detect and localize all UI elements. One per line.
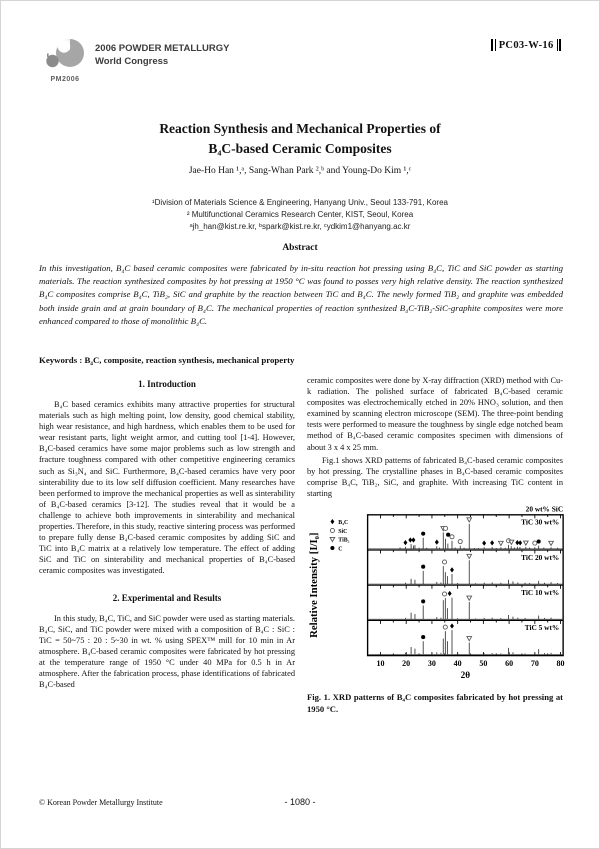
affiliation-2: ² Multifunctional Ceramics Research Center, KIST, Seoul, Korea xyxy=(186,210,414,219)
xrd-method-paragraph: ceramic composites were done by X-ray diffraction (XRD) method with Cu-k radiation. The polished surface of fabricated B₄C-based ceramic composites was electrochemically etched in 20% HNO₃ solution, and then examined by scanning electron microscope (SEM). The three-point bending tests were performed to measure the toughness by single edge notched beam method of B₄C-based ceramic composites specimen with dimensions of about 3 x 4 x 25 mm. xyxy=(307,376,563,452)
svg-text:TiC 30 wt%: TiC 30 wt% xyxy=(521,517,560,527)
paper-title xyxy=(1,119,599,158)
pm2006-logo-icon xyxy=(43,37,87,73)
figure-intro-paragraph: Fig.1 shows XRD patterns of fabricated B₄C-based ceramic composites by hot pressing. The crystalline phases in B₄C-based ceramic composites comprise B₄C, TiB₂, SiC, and graphite. With increasing TiC content in starting xyxy=(307,455,563,498)
svg-text:TiC 5 wt%: TiC 5 wt% xyxy=(524,623,560,633)
authors-line: Jae-Ho Han ¹,ᵃ, Sang-Whan Park ²,ᵇ and Young-Do Kim ¹,ᶜ xyxy=(188,166,412,176)
svg-text:20: 20 xyxy=(402,658,411,668)
abstract-text: In this investigation, B₄C based ceramic composites were fabricated by in-situ reaction hot pressing using B₄C, TiC and SiC powder as starting materials. The reaction synthesized composites by hot pressing at 1950 °C was found to posses very high relative density. The reaction synthesized B₄C composites comprise B₄C, TiB₂, SiC and graphite by the reaction between TiC and B₄C. The newly formed TiB₂ and graphite was embedded both inside grain and at grain boundary of B₄C. The mechanical properties of reaction synthesized B₄C-TiB₂-SiC-graphite composites were more enhanced compared to those of monolithic B₄C. xyxy=(39,263,563,326)
conference-line1: 2006 POWDER METALLURGY xyxy=(95,43,230,54)
xrd-chart-svg xyxy=(307,503,569,685)
paper-id-badge xyxy=(491,39,561,51)
affiliations xyxy=(1,197,599,233)
affiliation-1: ¹Division of Materials Science & Engineering, Hanyang Univ., Seoul 133-791, Korea xyxy=(151,198,448,207)
svg-text:TiC 10 wt%: TiC 10 wt% xyxy=(521,588,560,598)
svg-text:2θ: 2θ xyxy=(460,671,471,682)
svg-text:70: 70 xyxy=(530,658,539,668)
svg-text:TiB₂: TiB₂ xyxy=(338,537,350,544)
page-number: - 1080 - xyxy=(284,797,316,807)
svg-text:80: 80 xyxy=(556,658,565,668)
svg-text:TiC 20 wt%: TiC 20 wt% xyxy=(521,552,560,562)
right-column xyxy=(307,375,563,715)
page-footer xyxy=(39,798,561,810)
svg-text:B₄C: B₄C xyxy=(338,520,349,527)
conference-name xyxy=(95,43,229,69)
svg-text:SiC: SiC xyxy=(338,528,348,535)
author-emails: ᵃjh_han@kist.re.kr, ᵇspark@kist.re.kr, ᶜydkim1@hanyang.ac.kr xyxy=(189,222,411,231)
section-2-heading: 2. Experimental and Results xyxy=(112,592,222,603)
title-line2: B₄C-based Ceramic Composites xyxy=(208,140,392,156)
id-right-bar xyxy=(559,39,561,51)
page-header xyxy=(39,37,561,89)
experimental-paragraph: In this study, B₄C, TiC, and SiC powder were used as starting materials. B₄C, SiC, and TiC powder were mixed with a composition of B₄C : SiC : TiC = 50~75 : 20 : 5~30 in wt. % using SPEX™ mill for 10 min in Ar atmosphere. B₄C-based ceramic composites were fabricated by hot pressing at the temperature range of 1950 °C under 40 MPa for 0.5 h in Ar atmosphere. After the fabrication process, phase identifications of fabricated B₄C-based xyxy=(39,613,295,690)
svg-text:50: 50 xyxy=(479,658,488,668)
svg-text:30: 30 xyxy=(427,658,436,668)
svg-text:40: 40 xyxy=(453,658,462,668)
pm2006-logo xyxy=(41,37,89,87)
svg-text:10: 10 xyxy=(376,658,385,668)
abstract-heading: Abstract xyxy=(282,243,318,253)
section-1-heading: 1. Introduction xyxy=(138,379,196,389)
figure-caption: Fig. 1. XRD patterns of B₄C composites fabricated by hot pressing at 1950 °C. xyxy=(307,692,563,714)
intro-paragraph: B₄C based ceramics exhibits many attractive properties for structural materials such as high melting point, low density, good chemical stability, high wear resistance, and high hardness, which enables them to be used for wear resistant parts, light weight armor, and cutting tool [1-4]. However, B₄C-based ceramics have some major problems such as low strength and fracture toughness compared with other competitive engineering ceramics such as Si₃N₄ and SiC. Furthermore, B₄C-based ceramics have very poor sinterability due to its low self diffusion coefficient. Many researches have been performed to improve the mechanical properties as well as sinterability of B₄C-based ceramics [3-12]. The studies reveal that it would be a challenge to achieve both improvements in sinterability and mechanical properties. Therefore, in this study, reactive sintering process was performed to prepare fully dense B₄C-based ceramic composites by adding SiC and TiC into B₄C matrix at a relatively low temperature. The effect of adding SiC and TiC on sinterability and mechanical properties of B₄C-based ceramic composites was investigated. xyxy=(39,400,295,576)
title-line1: Reaction Synthesis and Mechanical Properties of xyxy=(159,121,441,136)
keywords-line: Keywords : B₄C, composite, reaction synthesis, mechanical property xyxy=(39,355,295,365)
copyright-text: © Korean Powder Metallurgy Institute xyxy=(39,798,163,807)
left-column xyxy=(39,375,295,715)
xrd-figure xyxy=(307,503,563,690)
svg-text:C: C xyxy=(338,546,343,553)
conference-line2: World Congress xyxy=(95,55,169,67)
logo-label: PM2006 xyxy=(50,76,80,83)
body-columns xyxy=(39,375,563,715)
svg-text:20 wt% SiC: 20 wt% SiC xyxy=(525,504,564,514)
svg-text:Relative Intensity [I/I₀]: Relative Intensity [I/I₀] xyxy=(307,532,320,638)
svg-text:60: 60 xyxy=(505,658,514,668)
paper-id-text: PC03-W-16 xyxy=(498,39,554,51)
